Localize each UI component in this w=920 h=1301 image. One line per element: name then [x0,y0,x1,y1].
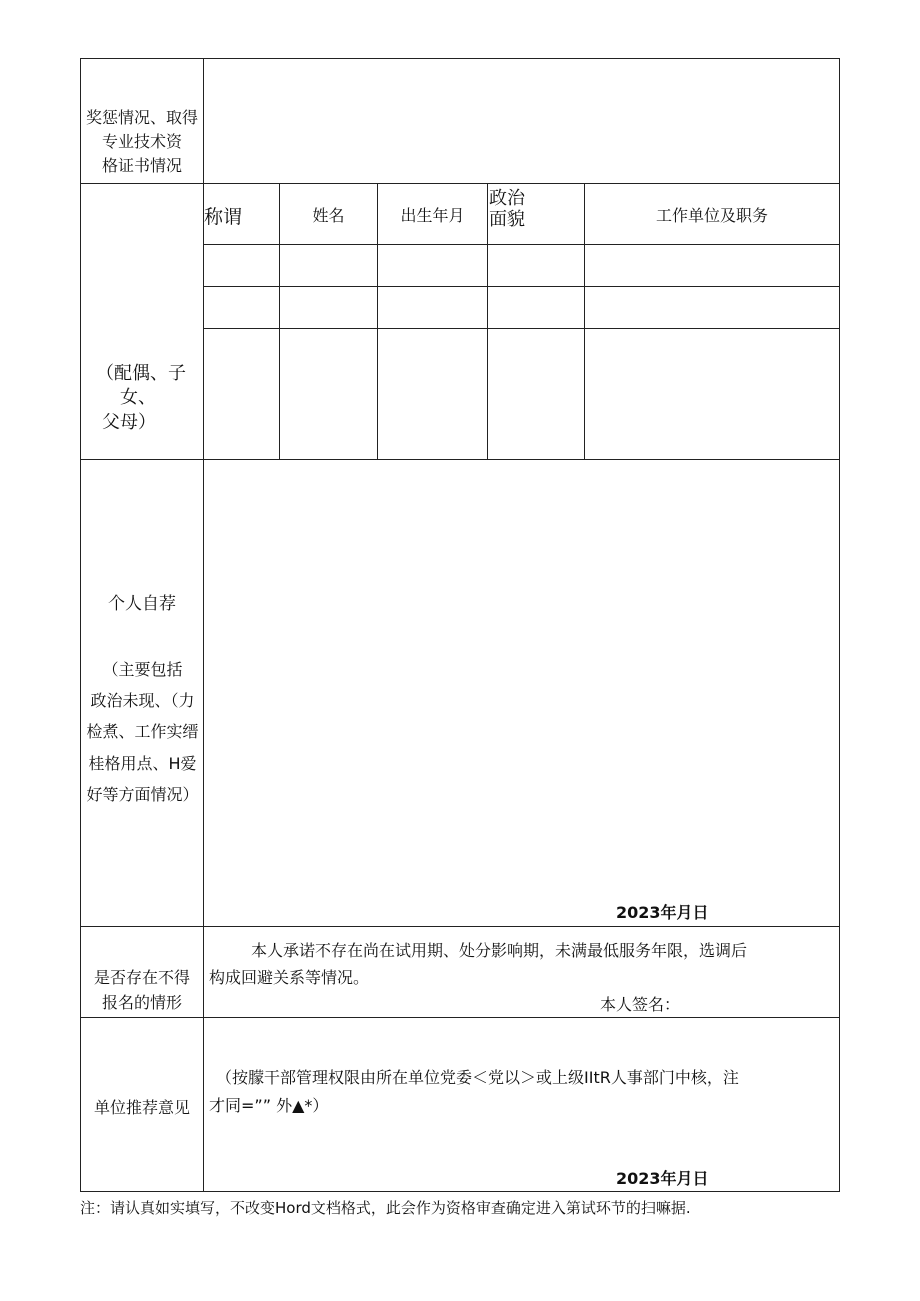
awards-label-line: 专业技术资 [101,132,182,151]
family-cell-birth[interactable] [378,329,487,459]
awards-content-cell[interactable] [204,59,839,183]
unit-opinion-content-cell[interactable] [204,1125,839,1165]
table-border-bottom [80,1191,840,1192]
family-cell-appellation[interactable] [204,329,279,459]
unit-opinion-date: 2023年月日 [616,1169,709,1188]
disqualify-statement-line: 构成回避关系等情况。 [209,968,370,987]
family-label [84,362,202,435]
self-recommend-note-line: 政治未现、（力 [90,691,195,711]
self-recommend-note-line: （主要包括 [102,660,183,679]
family-cell-work[interactable] [585,329,839,459]
family-label-line: 父母） [102,411,156,433]
footnote: 注：请认真如实填写，不改变Hord文档格式，此会作为资格审查确定进入第试环节的扫嘛据. [80,1199,691,1217]
self-recommend-note-line: 桂格用点、H爱 [88,753,197,773]
family-cell-political[interactable] [488,287,584,328]
unit-opinion-instruction-line: 才同=”” 外▲*） [209,1096,329,1115]
unit-opinion-label: 单位推荐意见 [93,1098,190,1117]
header-appellation: 称谓 [204,206,243,228]
disqualify-label-line: 是否存在不得 [93,968,190,987]
header-work: 工作单位及职务 [655,205,768,225]
family-cell-name[interactable] [280,245,377,286]
table-border-right [839,58,840,1192]
family-cell-work[interactable] [585,245,839,286]
row-divider-self [80,926,840,927]
self-recommend-note [81,654,204,810]
header-name: 姓名 [312,205,345,225]
self-recommend-note-line: 检煮、工作实缙 [86,722,199,742]
signature-label: 本人签名： [600,995,681,1014]
awards-label-line: 格证书情况 [101,156,182,175]
family-cell-appellation[interactable] [204,287,279,328]
family-cell-name[interactable] [280,287,377,328]
disqualify-label-line: 报名的情形 [101,992,182,1012]
header-political [489,189,584,230]
family-cell-political[interactable] [488,329,584,459]
unit-opinion-instruction-line: （按朦干部管理权限由所在单位党委＜党以＞或上级IItR人事部门中核，注 [216,1068,739,1087]
family-cell-name[interactable] [280,329,377,459]
family-cell-birth[interactable] [378,287,487,328]
self-recommend-note-line: 好等方面情况） [86,784,199,804]
awards-label [80,106,204,178]
header-political-line: 政治 [489,188,525,209]
self-recommend-title: 个人自荐 [108,594,176,614]
family-cell-appellation[interactable] [204,245,279,286]
header-birth: 出生年月 [400,205,465,225]
disqualify-label [80,966,204,1016]
self-recommend-content-cell[interactable] [204,460,839,900]
awards-label-line: 奖惩情况、取得 [85,108,198,127]
self-recommend-date: 2023年月日 [616,903,709,922]
family-cell-birth[interactable] [378,245,487,286]
table-border-left [80,58,81,1192]
family-label-line: 女、 [120,387,156,409]
header-political-line: 面貌 [489,208,525,230]
row-divider-disqualify [80,1017,840,1018]
family-cell-work[interactable] [585,287,839,328]
family-cell-political[interactable] [488,245,584,286]
disqualify-statement-line: 本人承诺不存在尚在试用期、处分影响期，未满最低服务年限，选调后 [251,941,748,960]
family-label-line: （配偶、子 [96,363,186,384]
